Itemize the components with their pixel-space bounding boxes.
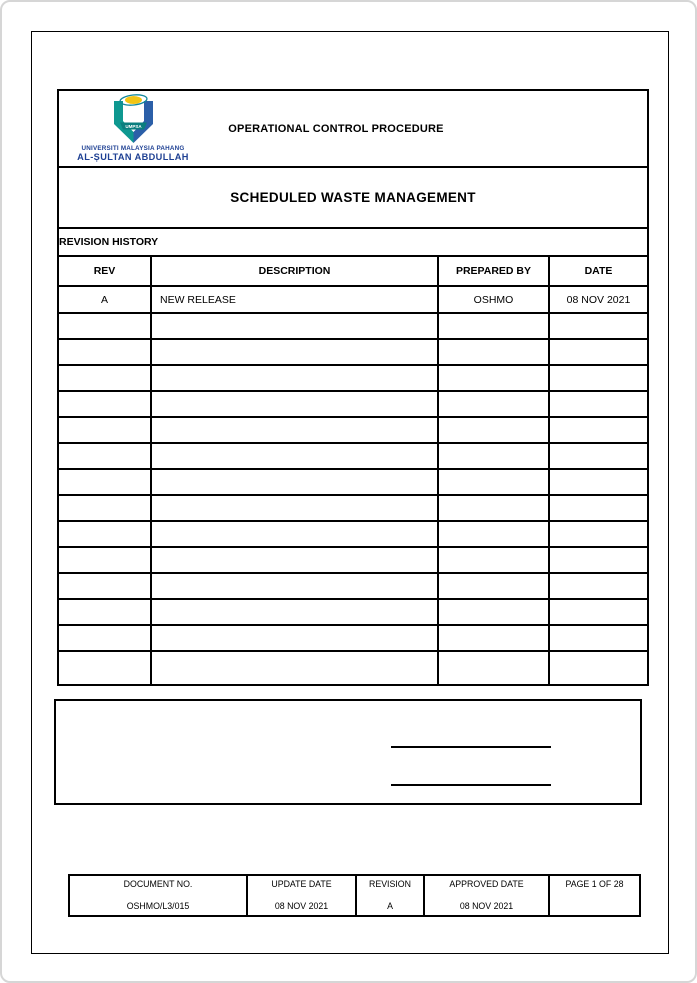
revision-empty-row <box>58 495 648 521</box>
empty-cell <box>438 547 549 573</box>
revision-empty-row <box>58 391 648 417</box>
empty-cell <box>151 339 438 365</box>
revision-empty-row <box>58 443 648 469</box>
empty-cell <box>549 339 648 365</box>
footer-update-date-value: 08 NOV 2021 <box>274 901 329 911</box>
prepared-by-cell: OSHMO <box>438 286 549 313</box>
empty-cell <box>151 521 438 547</box>
footer-document-no <box>69 875 247 916</box>
empty-cell <box>438 469 549 495</box>
procedure-header-table <box>57 89 649 686</box>
date-cell: 08 NOV 2021 <box>549 286 648 313</box>
empty-cell <box>438 313 549 339</box>
empty-cell <box>438 339 549 365</box>
empty-cell <box>58 313 151 339</box>
procedure-type-title: OPERATIONAL CONTROL PROCEDURE <box>228 122 444 135</box>
empty-cell <box>549 599 648 625</box>
footer-revision-label: REVISION <box>368 879 412 889</box>
rev-cell: A <box>58 286 151 313</box>
description-cell: NEW RELEASE <box>151 286 438 313</box>
revision-empty-row <box>58 651 648 685</box>
footer-document-no-label: DOCUMENT NO. <box>123 879 193 889</box>
empty-cell <box>58 547 151 573</box>
footer-page <box>549 875 640 916</box>
empty-cell <box>549 521 648 547</box>
revision-data-row <box>58 286 648 313</box>
empty-cell <box>438 573 549 599</box>
university-logo <box>68 94 198 162</box>
revision-empty-row <box>58 625 648 651</box>
empty-cell <box>58 443 151 469</box>
empty-cell <box>549 417 648 443</box>
empty-cell <box>151 547 438 573</box>
document-title: SCHEDULED WASTE MANAGEMENT <box>58 167 648 228</box>
column-header-prepared-by: PREPARED BY <box>438 256 549 286</box>
signature-line-1 <box>391 746 551 748</box>
empty-cell <box>438 495 549 521</box>
revision-empty-row <box>58 521 648 547</box>
empty-cell <box>549 443 648 469</box>
empty-cell <box>151 391 438 417</box>
signature-box <box>54 699 642 805</box>
empty-cell <box>549 573 648 599</box>
revision-column-header-row <box>58 256 648 286</box>
empty-cell <box>438 651 549 685</box>
revision-empty-row <box>58 573 648 599</box>
empty-cell <box>549 391 648 417</box>
footer-revision <box>356 875 424 916</box>
document-title-row <box>58 167 648 228</box>
footer-row <box>69 875 640 916</box>
empty-cell <box>549 651 648 685</box>
logo-title-row <box>58 90 648 167</box>
empty-cell <box>549 469 648 495</box>
empty-cell <box>151 443 438 469</box>
empty-cell <box>438 625 549 651</box>
footer-approved-date-value: 08 NOV 2021 <box>459 901 514 911</box>
column-header-date: DATE <box>549 256 648 286</box>
header-cell <box>58 90 648 167</box>
revision-empty-row <box>58 547 648 573</box>
empty-cell <box>549 625 648 651</box>
empty-cell <box>438 417 549 443</box>
empty-cell <box>151 573 438 599</box>
revision-empty-row <box>58 339 648 365</box>
empty-cell <box>58 365 151 391</box>
empty-cell <box>58 469 151 495</box>
footer-table <box>68 874 641 917</box>
revision-empty-row <box>58 469 648 495</box>
empty-cell <box>549 365 648 391</box>
empty-cell <box>438 521 549 547</box>
footer-document-no-value: OSHMO/L3/015 <box>126 901 190 911</box>
column-header-description: DESCRIPTION <box>151 256 438 286</box>
revision-empty-row <box>58 365 648 391</box>
empty-cell <box>151 365 438 391</box>
footer-update-date <box>247 875 356 916</box>
empty-cell <box>58 573 151 599</box>
empty-cell <box>151 313 438 339</box>
empty-cell <box>549 547 648 573</box>
university-name-line2: AL-ṢULTAN ABDULLAH <box>77 152 189 162</box>
empty-cell <box>151 651 438 685</box>
empty-cell <box>438 599 549 625</box>
footer-revision-value: A <box>387 901 393 911</box>
empty-cell <box>151 495 438 521</box>
footer-approved-date <box>424 875 549 916</box>
empty-cell <box>58 339 151 365</box>
revision-empty-row <box>58 417 648 443</box>
revision-empty-row <box>58 599 648 625</box>
empty-cell <box>58 417 151 443</box>
revision-empty-row <box>58 313 648 339</box>
empty-cell <box>549 313 648 339</box>
revision-table-body <box>58 90 648 685</box>
revision-history-row <box>58 228 648 256</box>
empty-cell <box>58 495 151 521</box>
footer-update-date-label: UPDATE DATE <box>271 879 332 889</box>
umpsa-shield-icon <box>110 94 157 144</box>
empty-cell <box>58 521 151 547</box>
signature-line-2 <box>391 784 551 786</box>
empty-cell <box>58 625 151 651</box>
university-name-line1: UNIVERSITI MALAYSIA PAHANG <box>81 145 185 152</box>
svg-text:UMPSA: UMPSA <box>124 124 142 129</box>
empty-cell <box>58 651 151 685</box>
empty-cell <box>438 443 549 469</box>
empty-cell <box>151 599 438 625</box>
empty-cell <box>438 365 549 391</box>
empty-cell <box>151 625 438 651</box>
empty-cell <box>58 391 151 417</box>
empty-cell <box>549 495 648 521</box>
footer-approved-date-label: APPROVED DATE <box>449 879 524 889</box>
revision-history-heading: REVISION HISTORY <box>58 228 648 256</box>
empty-cell <box>151 469 438 495</box>
empty-cell <box>58 599 151 625</box>
column-header-rev: REV <box>58 256 151 286</box>
empty-cell <box>438 391 549 417</box>
empty-cell <box>151 417 438 443</box>
footer-page-label: PAGE 1 OF 28 <box>565 879 624 889</box>
